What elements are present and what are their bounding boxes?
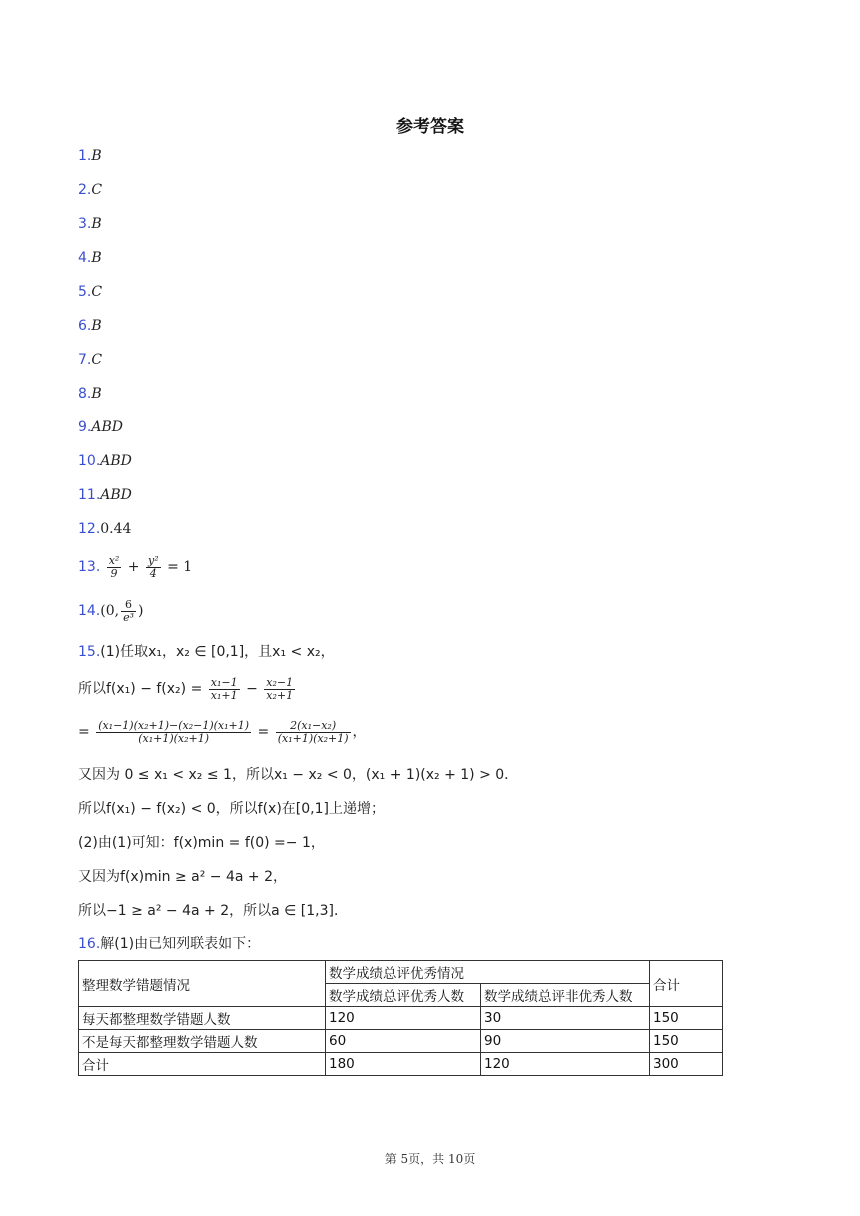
- answer-14: 14.(0, $\frac{6}{\text{e³}}$ ): [78, 597, 144, 624]
- answer-line: [78, 519, 131, 539]
- answer-value: C: [91, 182, 103, 198]
- answer-line: [78, 350, 102, 370]
- table-header-cell: 数学成绩总评非优秀人数: [481, 984, 650, 1007]
- answer-number: 11.: [78, 487, 101, 503]
- answer-line: [78, 282, 102, 302]
- fraction: $\frac{\text{2(x₁−x₂)}}{\text{(x₁+1)(x₂+1)}}$: [277, 718, 349, 745]
- answer-value: B: [91, 148, 102, 164]
- table-cell: 每天都整理数学错题人数: [79, 1007, 326, 1030]
- table-row: [79, 1030, 723, 1053]
- table-header-cell: 数学成绩总评优秀人数: [326, 984, 481, 1007]
- answer-number: 16.: [78, 936, 101, 952]
- table-row: [79, 1007, 723, 1030]
- answer-value: 0.44: [100, 521, 132, 537]
- answer-number: 12.: [78, 521, 101, 537]
- answer-value: B: [91, 216, 102, 232]
- table-row: [79, 1053, 723, 1076]
- table-cell: 300: [650, 1053, 723, 1076]
- table-cell: 合计: [79, 1053, 326, 1076]
- answer-number: 5.: [78, 284, 92, 300]
- fraction: $\frac{\text{x²}}{9}$: [108, 553, 120, 580]
- answer-number: 3.: [78, 216, 92, 232]
- table-cell: 90: [481, 1030, 650, 1053]
- answer-number: 14.: [78, 603, 101, 619]
- table-header-cell: 合计: [650, 961, 723, 1007]
- answer-value: ABD: [91, 419, 123, 435]
- answer-number: 4.: [78, 250, 92, 266]
- page-footer: 第 5页，共 10页: [384, 1152, 476, 1166]
- answer-15-line5: 所以f(x₁) − f(x₂) < 0，所以f(x)在[0,1]上递增；: [78, 801, 385, 817]
- answer-line: [78, 316, 102, 336]
- answer-value: B: [91, 250, 102, 266]
- answer-line: [78, 146, 102, 166]
- answer-15-line8: 所以−1 ≥ a² − 4a + 2，所以a ∈ [1,3]．: [78, 903, 348, 919]
- answer-number: 1.: [78, 148, 92, 164]
- answer-15-line4: 又因为 0 ≤ x₁ < x₂ ≤ 1，所以x₁ − x₂ < 0，(x₁ + 1)(x₂ + 1) > 0．: [78, 767, 519, 783]
- answer-line: [78, 214, 102, 234]
- answer-value: ABD: [100, 487, 132, 503]
- answer-value: B: [91, 318, 102, 334]
- page-title: 参考答案: [396, 117, 464, 137]
- table-header-cell: 整理数学错题情况: [79, 961, 326, 1007]
- table-cell: 30: [481, 1007, 650, 1030]
- table-header-cell: 数学成绩总评优秀情况: [326, 961, 650, 984]
- table-cell: 60: [326, 1030, 481, 1053]
- fraction: $\frac{\text{y²}}{4}$: [147, 553, 159, 580]
- answer-line: [78, 384, 102, 404]
- table-cell: 不是每天都整理数学错题人数: [79, 1030, 326, 1053]
- answer-line: [78, 485, 132, 505]
- answer-number: 2.: [78, 182, 92, 198]
- answer-number: 13.: [78, 559, 101, 575]
- answer-line: [78, 451, 132, 471]
- answer-line: [78, 417, 123, 437]
- answer-15-line2: 所以f(x₁) − f(x₂) = $\frac{\text{x₁−1}}{\text{x₁+1}}$ − $\frac{\text{x₂−1}}{\text{x₂+1}}$: [78, 675, 294, 702]
- answer-16-intro: 16.解(1)由已知列联表如下：: [78, 936, 261, 952]
- answer-15-line6: (2)由(1)可知：f(x)min = f(0) =− 1，: [78, 835, 325, 851]
- answer-number: 7.: [78, 352, 92, 368]
- answer-13: 13. $\frac{\text{x²}}{9}$ + $\frac{\text{y²}}{4}$ = 1: [78, 553, 193, 580]
- table-cell: 120: [326, 1007, 481, 1030]
- table-cell: 150: [650, 1030, 723, 1053]
- fraction: $\frac{\text{x₁−1}}{\text{x₁+1}}$: [210, 675, 238, 702]
- table-cell: 150: [650, 1007, 723, 1030]
- answer-line: [78, 180, 102, 200]
- answer-value: C: [91, 352, 103, 368]
- answer-number: 6.: [78, 318, 92, 334]
- answer-number: 15.: [78, 644, 101, 660]
- answer-number: 8.: [78, 386, 92, 402]
- answer-number: 9.: [78, 419, 92, 435]
- table-header-row: [79, 961, 723, 984]
- table-cell: 180: [326, 1053, 481, 1076]
- fraction: $\frac{\text{(x₁−1)(x₂+1)−(x₂−1)(x₁+1)}}{\text{(x₁+1)(x₂+1)}}$: [98, 718, 250, 745]
- table-cell: 120: [481, 1053, 650, 1076]
- answer-number: 10.: [78, 453, 101, 469]
- answer-15-line7: 又因为f(x)min ≥ a² − 4a + 2，: [78, 869, 288, 885]
- answer-value: C: [91, 284, 103, 300]
- answer-15-line3: = $\frac{\text{(x₁−1)(x₂+1)−(x₂−1)(x₁+1)}}{\text{(x₁+1)(x₂+1)}}$ = $\frac{\text{2(x₁−x₂)}}{\text{(x₁+1)(x₂+1)}}$ ，: [78, 718, 367, 745]
- answer-15-line1: 15.(1)任取x₁，x₂ ∈ [0,1]，且x₁ < x₂，: [78, 644, 335, 660]
- fraction: $\frac{6}{\text{e³}}$: [123, 597, 135, 624]
- answer-value: B: [91, 386, 102, 402]
- contingency-table: [78, 960, 723, 1076]
- answer-value: ABD: [100, 453, 132, 469]
- answer-line: [78, 248, 102, 268]
- fraction: $\frac{\text{x₂−1}}{\text{x₂+1}}$: [266, 675, 294, 702]
